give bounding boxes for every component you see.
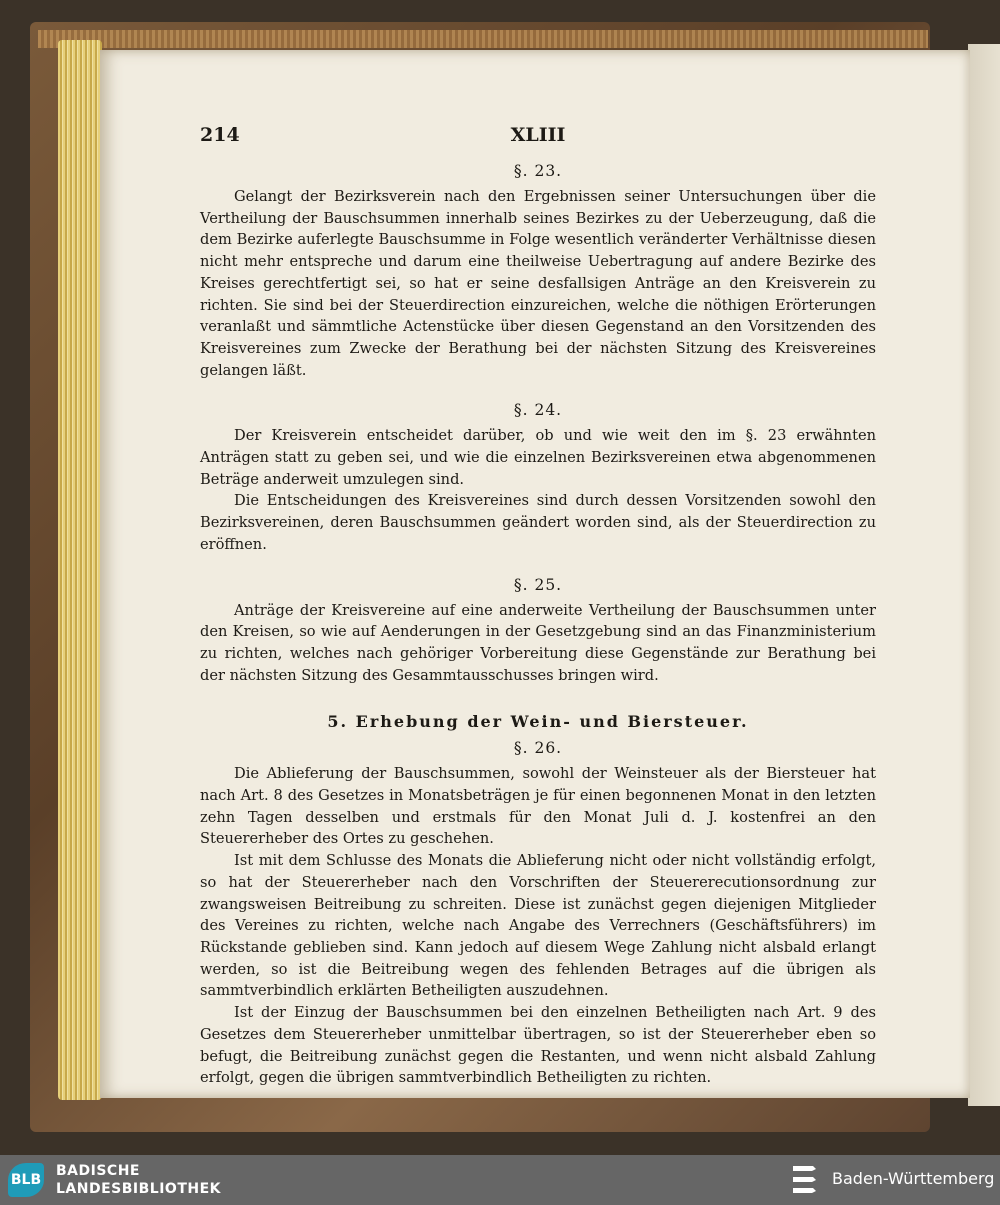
running-header [200, 120, 876, 154]
section-24-paragraph-2: Die Entscheidungen des Kreisvereines sind durch dessen Vorsitzenden sowohl den Bezirksvereinen, deren Bauschsummen geändert worden sind, als der Steuerdirection zu eröffnen. [200, 492, 876, 553]
section-26-paragraph-1: Die Ablieferung der Bauschsummen, sowohl der Weinsteuer als der Biersteuer hat nach Art. 8 des Gesetzes in Monatsbeträgen je für einen begonnenen Monat in den letzten zehn Tagen desselben und erstmals für den Monat Juli d. J. kostenfrei an den Steuererheber des Ortes zu geschehen. [200, 765, 876, 848]
page-edges-top [38, 30, 928, 48]
library-footer-bar [0, 1155, 1000, 1205]
library-name-line2: LANDESBIBLIOTHEK [56, 1181, 222, 1197]
library-name-line1: BADISCHE [56, 1163, 140, 1179]
section-26-paragraph-2: Ist mit dem Schlusse des Monats die Ablieferung nicht oder nicht vollständig erfolgt, so hat der Steuererheber nach den Vorschriften der Steuererecutionsordnung zur zwangsweisen Beitreibung zu schreiten. Diese ist zunächst gegen diejenigen Mitglieder des Vereines zu richten, welche nach Angabe des Verrechners (Geschäftsführers) im Rückstande geblieben sind. Kann jedoch auf diesem Wege Zahlung nicht alsbald erlangt werden, so ist die Beitreibung wegen des fehlenden Betrages auf die übrigen als sammtverbindlich erklärten Betheiligten auszudehnen. [200, 852, 876, 1000]
gilt-page-edge [58, 40, 102, 1100]
section-23-paragraph: Gelangt der Bezirksverein nach den Ergebnissen seiner Untersuchungen über die Vertheilung der Bauschsummen innerhalb seines Bezirkes zu der Ueberzeugung, daß die dem Bezirke auferlegte Bauschsumme in Folge wesentlich veränderter Verhältnisse diesen nicht mehr entspreche und darum eine theilweise Uebertragung auf andere Bezirke des Kreises gerechtfertigt sei, so hat er seine desfallsigen Anträge an den Kreisverein zu richten. Sie sind bei der Steuerdirection einzureichen, welche die nöthigen Erörterungen veranlaßt und sämmtliche Actenstücke über diesen Gegenstand an den Vorsitzenden des Kreisvereines zum Zwecke der Berathung bei der nächsten Sitzung des Kreisvereines gelangen läßt. [200, 188, 876, 379]
facing-page [968, 44, 1000, 1106]
blb-logo[interactable]: BLB [8, 1163, 44, 1197]
section-23-title: §. 23. [513, 162, 563, 180]
section-25-paragraph: Anträge der Kreisvereine auf eine anderweite Vertheilung der Bauschsummen unter den Kreisen, so wie auf Aenderungen in der Gesetzgebung sind an das Finanzministerium zu richten, welches nach gehöriger Vorbereitung diese Gegenstände zur Berathung bei der nächsten Sitzung des Gesammtausschusses bringen wird. [200, 601, 876, 684]
page-text [200, 120, 876, 1089]
section-24-paragraph-1: Der Kreisverein entscheidet darüber, ob und wie weit den im §. 23 erwähnten Anträgen statt zu geben sei, und wie die einzelnen Bezirksvereinen etwa abgenommenen Beträge anderweit umzulegen sind. [200, 427, 876, 488]
section-25-title: §. 25. [513, 575, 563, 594]
roman-numeral: XLIII [510, 124, 566, 146]
chapter-heading: 5. Erhebung der Wein- und Biersteuer. [327, 712, 749, 732]
page-number: 214 [200, 124, 240, 146]
section-26-paragraph-3: Ist der Einzug der Bauschsummen bei den einzelnen Betheiligten nach Art. 9 des Gesetzes dem Steuererheber unmittelbar übertragen, so ist der Steuererheber eben so befugt, die Beitreibung zunächst gegen die Restanten, und wenn nicht alsbald Zahlung erfolgt, gegen die übrigen sammtverbindlich Betheiligten zu richten. [200, 1004, 876, 1087]
state-name[interactable]: Baden-Württemberg [832, 1169, 995, 1188]
library-name[interactable] [56, 1162, 221, 1198]
three-lions-icon [790, 1162, 820, 1198]
section-24-title: §. 24. [513, 401, 563, 420]
section-26-title: §. 26. [513, 739, 563, 758]
